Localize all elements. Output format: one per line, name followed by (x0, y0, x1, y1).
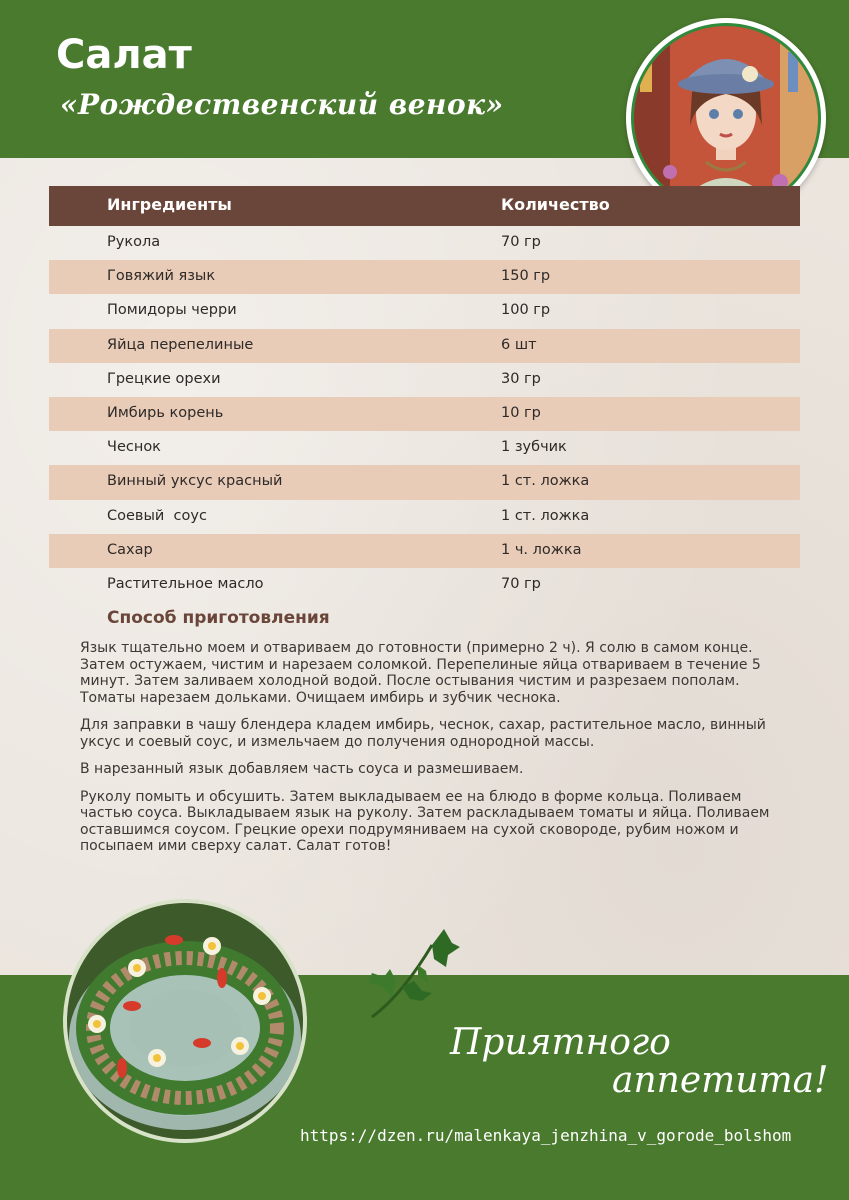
ingredient-name: Чеснок (107, 439, 161, 456)
greeting-line-2: аппетита! (612, 1060, 829, 1101)
method-text (80, 640, 792, 866)
ingredient-name: Соевый соус (107, 507, 207, 524)
ingredient-quantity: 1 ст. ложка (501, 507, 590, 524)
method-paragraph: Руколу помыть и обсушить. Затем выкладываем ее на блюдо в форме кольца. Поливаем частью соуса. Выкладываем язык на руколу. Затем раскладываем томаты и яйца. Поливаем оставшимся соусом. Грецкие орехи подрумяниваем на сухой сковороде, рубим ножом и посыпаем ими сверху салат. Салат готов! (80, 788, 770, 854)
table-row (49, 431, 800, 465)
ingredient-quantity: 150 гр (501, 268, 551, 285)
table-row (49, 465, 800, 499)
ingredient-quantity: 10 гр (501, 404, 541, 421)
ingredient-name: Яйца перепелиные (107, 336, 254, 353)
parsley-sprig-icon (362, 925, 462, 1021)
ingredient-quantity: 100 гр (501, 302, 551, 319)
ingredients-table-header (49, 186, 800, 226)
ingredient-quantity: 30 гр (501, 370, 541, 387)
ingredient-quantity: 6 шт (501, 336, 537, 353)
table-row (49, 500, 800, 534)
ingredient-name: Помидоры черри (107, 302, 237, 319)
table-row (49, 568, 800, 602)
column-header-ingredients: Ингредиенты (107, 195, 232, 214)
table-row (49, 397, 800, 431)
ingredient-name: Сахар (107, 541, 153, 558)
ingredient-name: Грецкие орехи (107, 370, 221, 387)
ingredient-quantity: 70 гр (501, 575, 541, 592)
ingredient-name: Имбирь корень (107, 404, 224, 421)
author-link[interactable]: https://dzen.ru/malenkaya_jenzhina_v_gorode_bolshom (300, 1126, 792, 1145)
table-row (49, 534, 800, 568)
table-row (49, 329, 800, 363)
table-row (49, 294, 800, 328)
salad-wreath-illustration (62, 898, 308, 1144)
ingredient-quantity: 1 ст. ложка (501, 473, 590, 490)
ingredient-name: Растительное масло (107, 575, 264, 592)
ingredients-table (49, 226, 800, 602)
ingredient-name: Говяжий язык (107, 268, 216, 285)
column-header-quantity: Количество (501, 195, 610, 214)
table-row (49, 363, 800, 397)
page-subtitle: «Рождественский венок» (60, 88, 504, 121)
ingredient-name: Винный уксус красный (107, 473, 283, 490)
ingredient-quantity: 1 зубчик (501, 439, 567, 456)
page-title: Салат (56, 32, 192, 78)
table-row (49, 226, 800, 260)
ingredient-quantity: 70 гр (501, 234, 541, 250)
method-heading: Способ приготовления (107, 608, 330, 628)
greeting-line-1: Приятного (450, 1022, 671, 1063)
ingredient-name: Рукола (107, 234, 161, 250)
method-paragraph: В нарезанный язык добавляем часть соуса и размешиваем. (80, 761, 524, 777)
method-paragraph: Для заправки в чашу блендера кладем имбирь, чеснок, сахар, растительное масло, винный уксус и соевый соус, и измельчаем до получения однородной массы. (80, 717, 766, 750)
table-row (49, 260, 800, 294)
ingredient-quantity: 1 ч. ложка (501, 541, 582, 558)
salad-photo (62, 898, 308, 1144)
method-paragraph: Язык тщательно моем и отвариваем до готовности (примерно 2 ч). Я солю в самом конце. Затем остужаем, чистим и нарезаем соломкой. Перепелиные яйца отвариваем в течение 5 минут. Затем заливаем холодной водой. После остывания чистим и разрезаем пополам. Томаты нарезаем дольками. Очищаем имбирь и зубчик чеснока. (80, 640, 761, 706)
